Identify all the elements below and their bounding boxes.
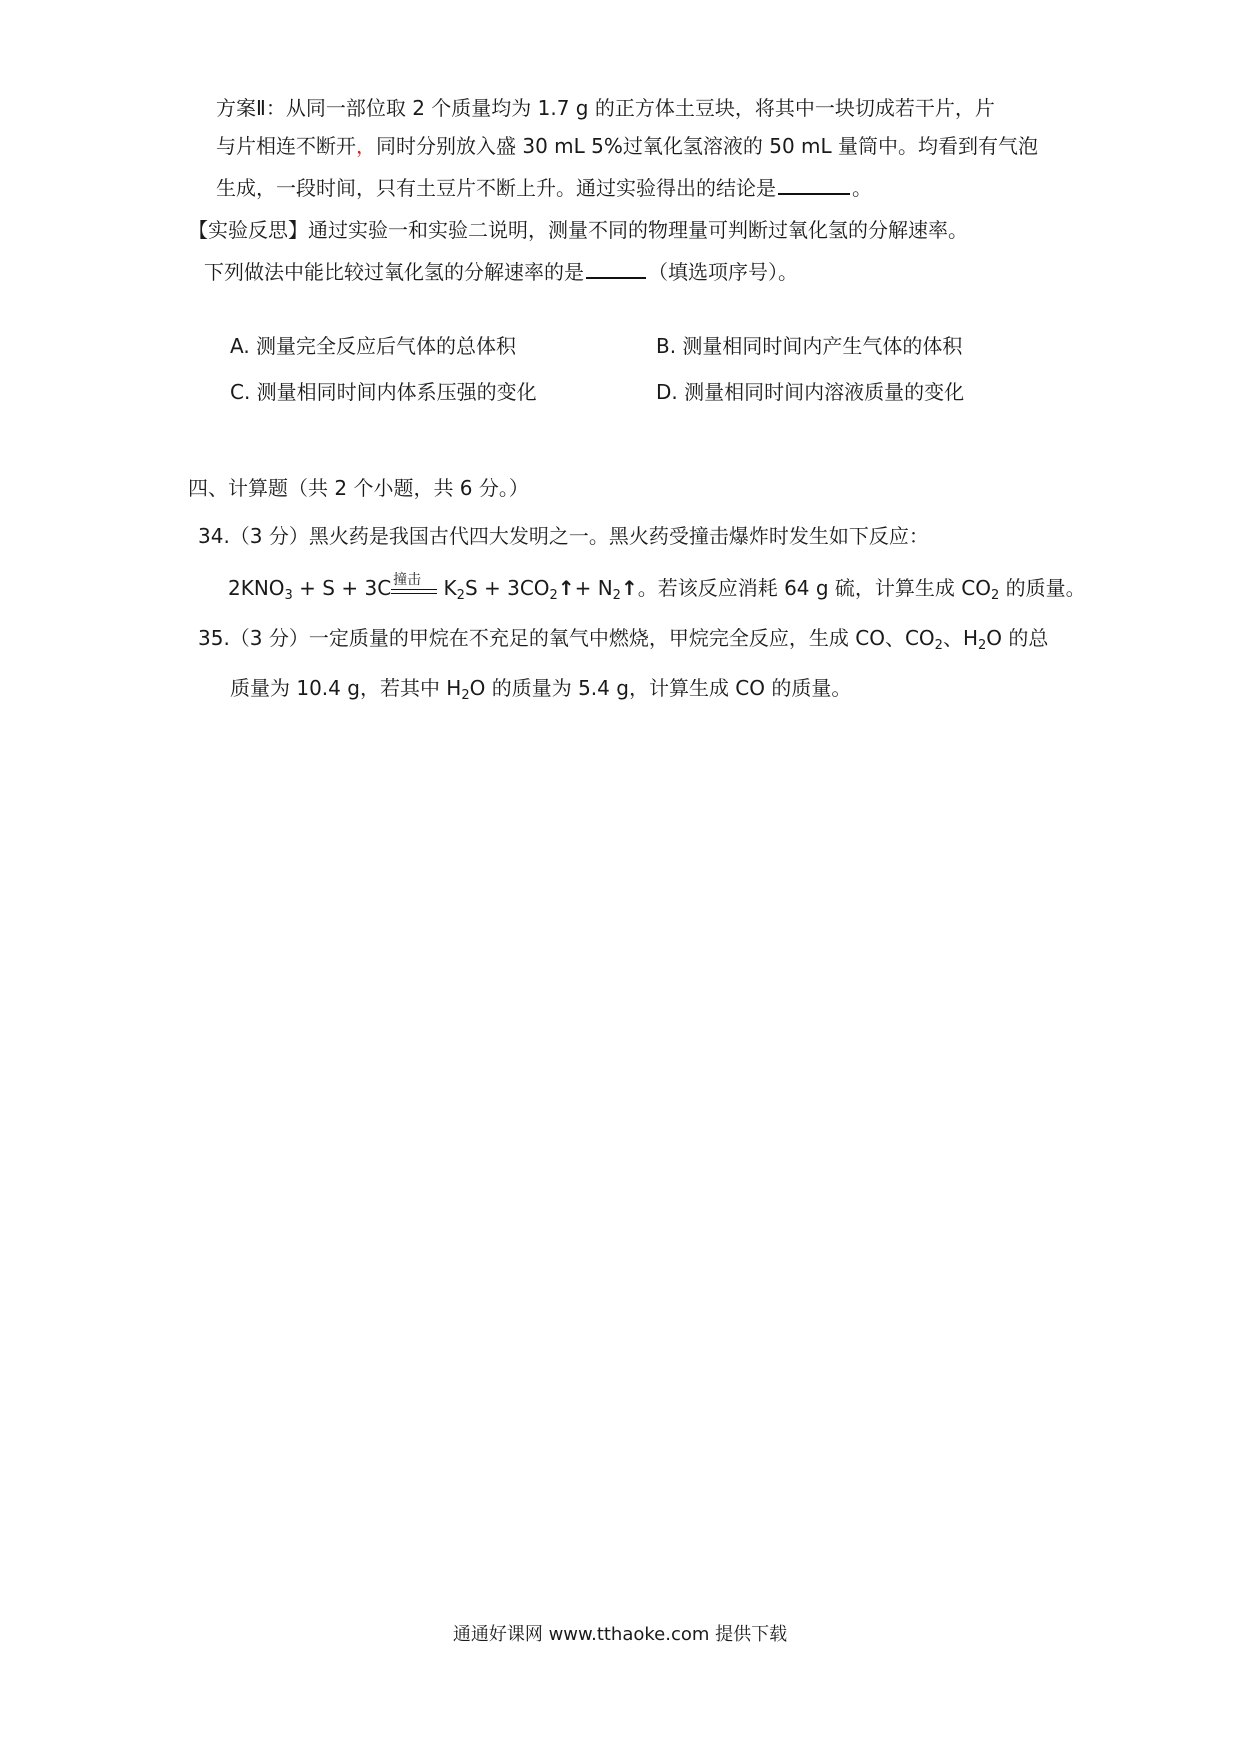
reflection-line-2a: 下列做法中能比较过氧化氢的分解速率的是 xyxy=(204,260,584,284)
gas-arrow-icon: ↑ xyxy=(557,576,575,600)
q35-line-2: 质量为 10.4 g，若其中 $H_2O$ 的质量为 5.4 g，计算生成 CO 的质量。 xyxy=(230,676,852,703)
plan2-line-3a: 生成，一段时间，只有土豆片不断上升。通过实验得出的结论是 xyxy=(216,176,776,200)
reaction-condition: 撞击 xyxy=(391,576,437,600)
red-comma: ， xyxy=(356,134,376,158)
reflection-line-1 xyxy=(188,218,968,242)
q34-equation: $2KNO_3 + S + 3C$ 撞击 $K_2S$ + $3CO_2↑+$ $N_2↑$。若该反应消耗 64 g 硫，计算生成 $CO_2$ 的质量。 xyxy=(228,572,1086,603)
plan2-line-3b: 。 xyxy=(852,176,872,200)
plan2-line-2 xyxy=(216,134,1038,158)
plan2-line-3 xyxy=(216,176,872,200)
reflection-line-2b: （填选项序号）。 xyxy=(648,260,798,284)
answer-blank-conclusion[interactable] xyxy=(778,189,850,195)
answer-blank-option[interactable] xyxy=(586,273,646,279)
gas-arrow-icon: ↑ xyxy=(620,576,638,600)
equals-bar-bottom xyxy=(391,593,437,594)
option-b: B. 测量相同时间内产生气体的体积 xyxy=(656,334,963,358)
section-title: 四、计算题（共 2 个小题，共 6 分。） xyxy=(188,476,529,500)
reflection-line-1-text: 【实验反思】通过实验一和实验二说明，测量不同的物理量可判断过氧化氢的分解速率。 xyxy=(188,218,968,242)
option-a: A. 测量完全反应后气体的总体积 xyxy=(230,334,517,358)
plan2-line-2b: 同时分别放入盛 30 mL 5%过氧化氢溶液的 50 mL 量筒中。均看到有气泡 xyxy=(376,134,1039,158)
plan2-line-1-text: 方案Ⅱ：从同一部位取 2 个质量均为 1.7 g 的正方体土豆块，将其中一块切成若干片，片 xyxy=(216,96,995,120)
plan2-line-1 xyxy=(216,96,995,120)
reflection-line-2 xyxy=(204,260,798,284)
option-d: D. 测量相同时间内溶液质量的变化 xyxy=(656,380,965,404)
q35-line-1: 35.（3 分）一定质量的甲烷在不充足的氧气中燃烧，甲烷完全反应，生成 CO、$CO_2$、$H_2O$ 的总 xyxy=(198,626,1049,653)
footer-source: 通通好课网 www.tthaoke.com 提供下载 xyxy=(452,1624,788,1645)
plan2-line-2a: 与片相连不断开 xyxy=(216,134,356,158)
equals-bar-top xyxy=(391,589,437,590)
option-c: C. 测量相同时间内体系压强的变化 xyxy=(230,380,537,404)
q34-line-1: 34.（3 分）黑火药是我国古代四大发明之一。黑火药受撞击爆炸时发生如下反应： xyxy=(198,524,929,548)
